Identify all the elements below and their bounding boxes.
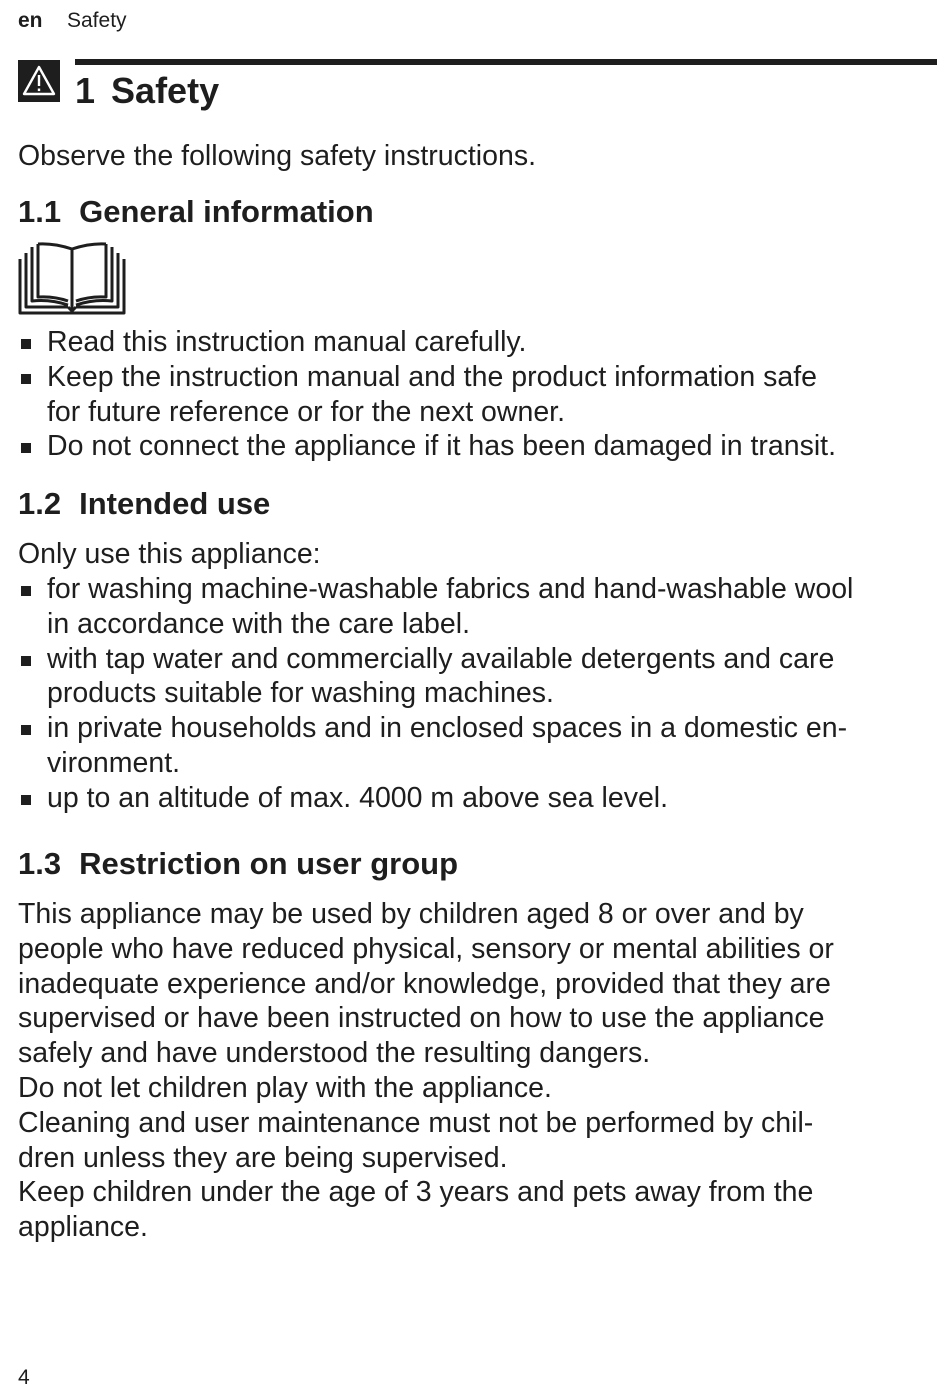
list-item: up to an altitude of max. 4000 m above sea level. <box>18 781 853 816</box>
list-item: in private households and in enclosed spaces in a domestic en- vironment. <box>18 711 853 781</box>
section-1-2-title: Intended use <box>79 486 271 521</box>
section-1-3-title: Restriction on user group <box>79 846 459 881</box>
page-number: 4 <box>18 1366 30 1389</box>
bullet-square-icon <box>21 795 31 805</box>
bullet-square-icon <box>21 656 31 666</box>
list-item: Do not connect the appliance if it has been damaged in transit. <box>18 429 836 464</box>
section-1-number: 1 <box>75 70 96 111</box>
section-1-2-intro: Only use this appliance: <box>18 538 321 570</box>
intended-use-list <box>18 572 853 816</box>
section-1-intro: Observe the following safety instructions. <box>18 140 536 172</box>
section-1-title: Safety <box>111 70 220 111</box>
section-1-2-number: 1.2 <box>18 486 62 521</box>
bullet-square-icon <box>21 586 31 596</box>
section-1-2-heading <box>18 486 270 522</box>
section-rule <box>75 59 937 65</box>
bullet-square-icon <box>21 725 31 735</box>
list-item: with tap water and commercially available detergents and care products suitable for washing machines. <box>18 642 853 712</box>
bullet-square-icon <box>21 339 31 349</box>
language-code: en <box>18 9 43 32</box>
bullet-square-icon <box>21 374 31 384</box>
section-1-3-number: 1.3 <box>18 846 62 881</box>
list-item: Keep the instruction manual and the product information safe for future reference or for the next owner. <box>18 360 836 430</box>
section-1-3-heading <box>18 846 458 882</box>
section-1-1-title: General information <box>79 194 374 229</box>
section-1-1-number: 1.1 <box>18 194 62 229</box>
open-book-icon <box>18 241 126 316</box>
general-info-list <box>18 325 836 464</box>
warning-triangle-icon <box>18 60 60 102</box>
bullet-square-icon <box>21 443 31 453</box>
user-group-text: This appliance may be used by children aged 8 or over and by people who have reduced physical, sensory or mental abilities or inadequate experience and/or knowledge, provided that they are supervised or have been instructed on how to use the appliance safely and have understood the resulting dangers. Do not let children play with the appliance. Cleaning and user maintenance must not be performed by chil- dren unless they are being supervised. Keep children under the age of 3 years and pets away from the appliance. <box>18 898 834 1244</box>
section-1-heading <box>75 70 219 112</box>
section-1-1-heading <box>18 194 374 230</box>
list-item: for washing machine-washable fabrics and hand-washable wool in accordance with the care label. <box>18 572 853 642</box>
running-header-title: Safety <box>67 9 127 32</box>
list-item: Read this instruction manual carefully. <box>18 325 836 360</box>
